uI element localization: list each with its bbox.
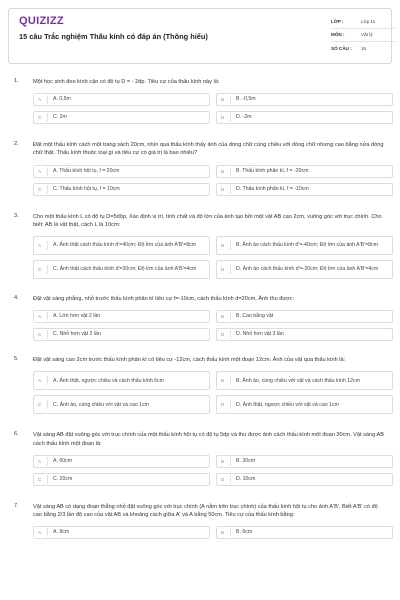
answer-option-d[interactable]	[216, 111, 393, 124]
option-letter: C	[38, 185, 48, 194]
option-text: D. Ảnh thật, ngược chiều với vật và cao 1cm	[236, 401, 339, 408]
answer-option-c[interactable]	[33, 260, 210, 279]
option-letter: B	[221, 457, 231, 466]
option-letter: B	[221, 241, 231, 250]
answer-options	[33, 165, 386, 196]
option-letter: A	[38, 376, 48, 385]
question-5	[14, 356, 386, 414]
option-text: B. Cao bằng vật	[236, 313, 274, 320]
question-3	[14, 213, 386, 279]
answer-option-d[interactable]	[216, 328, 393, 341]
option-letter: D	[221, 475, 231, 484]
meta-row-class	[331, 15, 395, 29]
answer-option-b[interactable]	[216, 93, 393, 106]
meta-label: SỐ CÂU :	[331, 46, 352, 52]
option-letter: D	[221, 400, 231, 409]
meta-label: MÔN :	[331, 32, 345, 38]
answer-options	[33, 455, 386, 486]
answer-option-a[interactable]	[33, 236, 210, 255]
option-text: A. 0,5m	[53, 96, 71, 103]
option-text: C. Thấu kính hội tụ, f = 10cm	[53, 185, 120, 192]
answer-option-c[interactable]	[33, 183, 210, 196]
quizizz-logo: QUIZIZZ	[19, 15, 64, 27]
question-2	[14, 141, 386, 195]
option-letter: A	[38, 241, 48, 250]
answer-option-b[interactable]	[216, 455, 393, 468]
question-text: Cho một thấu kính L có độ tụ D=5dôp. Xác định vị trí, tính chất và độ lớn của ảnh tạo bởi một vật AB cao 2cm, vuông góc với trục chính. Cho biết: AB là vật thật, cách L là 10cm:	[33, 213, 382, 228]
answer-option-b[interactable]	[216, 371, 393, 390]
option-text: B. -0,5m	[236, 96, 256, 103]
option-letter: A	[38, 95, 48, 104]
option-letter: B	[221, 528, 231, 537]
answer-option-d[interactable]	[216, 183, 393, 196]
option-letter: B	[221, 376, 231, 385]
option-text: D. -2m	[236, 114, 252, 121]
answer-option-b[interactable]	[216, 236, 393, 255]
option-letter: D	[221, 113, 231, 122]
option-letter: A	[38, 528, 48, 537]
option-letter: A	[38, 457, 48, 466]
answer-option-a[interactable]	[33, 371, 210, 390]
option-text: C. Ảnh thật cách thấu kính d'=20cm; Độ lớn của ảnh A'B'=4cm	[53, 266, 197, 273]
meta-value: Lớp 11	[361, 18, 376, 24]
question-7	[14, 503, 386, 539]
meta-value: 15	[361, 46, 367, 52]
answer-options	[33, 526, 386, 539]
answer-option-a[interactable]	[33, 310, 210, 323]
option-text: B. Ảnh ảo cách thấu kính d'=-40cm; Độ lớn của ảnh A'B'=8cm	[236, 242, 378, 249]
answer-option-b[interactable]	[216, 310, 393, 323]
question-text: Vật sáng AB có dạng đoạn thẳng nhỏ đặt vuông góc với trục chính (A nằm trên trục chính) của thấu kính hội tụ cho ảnh A'B'. Biết A'B' có độ cao bằng 2/3 lần độ cao của vật AB và khoảng cách giữa A' và A bằng 50cm. Tiêu cự của thấu kính bằng:	[33, 503, 378, 519]
option-text: D. Thấu kính phân kì, f = -10cm	[236, 185, 309, 192]
question-text: Đặt vật sáng cao 2cm trước thấu kính phân kì có tiêu cự -12cm, cách thấu kính một đoạn 12cm. Ảnh của vật qua thấu kính là:	[33, 357, 346, 364]
question-4	[14, 295, 386, 341]
question-number: 6.	[14, 431, 19, 438]
worksheet-meta	[331, 15, 395, 56]
question-text: Một học sinh đeo kính cận có độ tụ D = - 2dp. Tiêu cự của thấu kính này là:	[33, 79, 220, 85]
answer-option-d[interactable]	[216, 260, 393, 279]
option-letter: B	[221, 312, 231, 321]
meta-row-subject	[331, 29, 395, 43]
question-number: 4.	[14, 295, 19, 302]
option-text: A. Ảnh thật cách thấu kính d'=40cm; Độ lớn của ảnh A'B'=8cm	[53, 242, 197, 249]
question-number: 1.	[14, 78, 19, 84]
answer-option-a[interactable]	[33, 455, 210, 468]
option-text: C. Ảnh ảo, cùng chiều với vật và cao 1cm	[53, 401, 149, 408]
option-letter: C	[38, 265, 48, 274]
answer-options	[33, 310, 386, 341]
question-number: 2.	[14, 141, 19, 148]
option-text: C. 20cm	[53, 476, 73, 483]
option-letter: A	[38, 312, 48, 321]
worksheet-header	[8, 8, 392, 64]
question-6	[14, 431, 386, 485]
answer-options	[33, 236, 386, 279]
option-text: A. 9cm	[53, 529, 70, 536]
option-letter: D	[221, 265, 231, 274]
question-number: 3.	[14, 212, 19, 219]
answer-option-d[interactable]	[216, 395, 393, 414]
question-number: 7.	[14, 502, 19, 509]
option-letter: C	[38, 400, 48, 409]
answer-option-c[interactable]	[33, 473, 210, 486]
answer-option-b[interactable]	[216, 165, 393, 178]
option-text: A. 60cm	[53, 458, 73, 465]
option-letter: C	[38, 113, 48, 122]
answer-option-a[interactable]	[33, 93, 210, 106]
option-letter: B	[221, 95, 231, 104]
option-letter: A	[38, 167, 48, 176]
option-text: D. 10cm	[236, 476, 256, 483]
option-letter: C	[38, 330, 48, 339]
question-1	[14, 78, 386, 124]
option-text: B. Thấu kính phân kì, f = -20cm	[236, 167, 309, 174]
answer-option-a[interactable]	[33, 526, 210, 539]
question-number: 5.	[14, 356, 19, 363]
option-text: C. 2m	[53, 114, 67, 121]
option-text: B. 6cm	[236, 529, 253, 536]
option-text: B. Ảnh ảo, cùng chiều với vật và cách thấu kính 12cm	[236, 377, 360, 384]
answer-option-b[interactable]	[216, 526, 393, 539]
answer-option-c[interactable]	[33, 328, 210, 341]
meta-label: LỚP :	[331, 18, 344, 24]
option-text: A. Lớn hơn vật 2 lần	[53, 313, 101, 320]
option-text: A. Ảnh thật, ngược chiều và cách thấu kính 6cm	[53, 377, 164, 384]
question-text: Đặt vật sáng phẳng, nhỏ trước thấu kính phân kì tiêu cự f=-10cm, cách thấu kính d=20cm. Ảnh thu được:	[33, 296, 295, 303]
option-text: C. Nhỏ hơn vật 2 lần	[53, 331, 101, 338]
worksheet-title: 15 câu Trắc nghiệm Thấu kính có đáp án (Thông hiểu)	[19, 32, 208, 41]
meta-value: Vật lý	[361, 32, 373, 38]
answer-option-c[interactable]	[33, 111, 210, 124]
option-text: D. Ảnh ảo cách thấu kính d'=-20cm; Độ lớn của ảnh A'B'=4cm	[236, 266, 379, 273]
answer-option-a[interactable]	[33, 165, 210, 178]
option-letter: D	[221, 330, 231, 339]
option-text: B. 30cm	[236, 458, 256, 465]
question-text: Đặt một thấu kính cách một trang sách 20cm, nhìn qua thấu kính thấy ảnh của dòng chữ cùng chiều với dòng chữ nhưng cao bằng nửa dòng chữ thật. Thấu kính thuộc loại gì và tiêu cự có giá trị là bao nhiêu?	[33, 142, 384, 157]
option-text: A. Thấu kính hội tụ, f = 20cm	[53, 167, 120, 174]
answer-option-c[interactable]	[33, 395, 210, 414]
answer-option-d[interactable]	[216, 473, 393, 486]
option-letter: D	[221, 185, 231, 194]
answer-options	[33, 93, 386, 124]
question-text: Vật sáng AB đặt vuông góc với trục chính của một thấu kính hội tụ có độ tụ 5dp và thu được ảnh cách thấu kính một đoạn 30cm. Vật sáng AB cách thấu kính một đoạn là:	[33, 432, 384, 447]
question-list	[0, 78, 400, 539]
meta-row-question-count	[331, 42, 395, 56]
option-letter: C	[38, 475, 48, 484]
answer-options	[33, 371, 386, 414]
option-letter: B	[221, 167, 231, 176]
option-text: D. Nhỏ hơn vật 3 lần	[236, 331, 284, 338]
